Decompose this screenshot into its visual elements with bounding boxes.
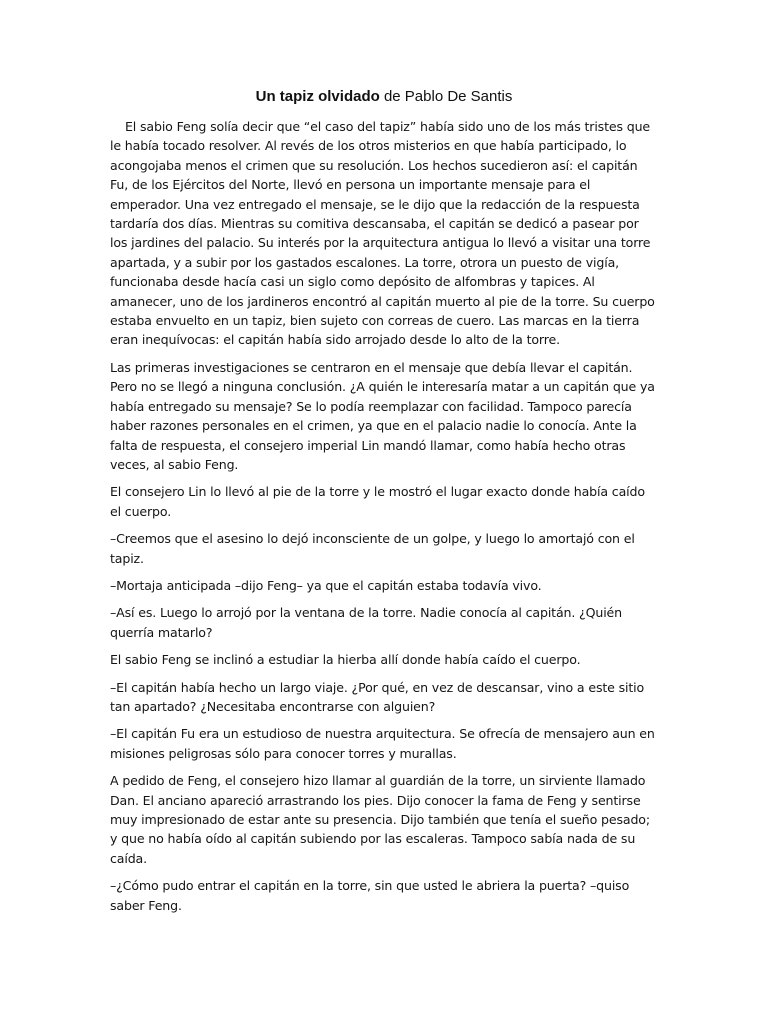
paragraph-6: –Así es. Luego lo arrojó por la ventana de la torre. Nadie conocía al capitán. ¿Quién querría matarlo? (110, 605, 622, 640)
paragraph-10: A pedido de Feng, el consejero hizo llamar al guardián de la torre, un sirviente llamado Dan. El anciano apareció arrastrando los pies. Dijo conocer la fama de Feng y sentirse muy impresionado de estar ante su presencia. Dijo también que tenía el sueño pesado; y que no había oído al capitán subiendo por las escaleras. Tampoco sabía nada de su caída. (110, 773, 650, 866)
document-body (110, 117, 658, 923)
paragraph-2: Las primeras investigaciones se centraron en el mensaje que debía llevar el capitán. Pero no se llegó a ninguna conclusión. ¿A quién le interesaría matar a un capitán que ya había entregado su mensaje? Se lo podía reemplazar con facilidad. Tampoco parecía haber razones personales en el crimen, ya que en el palacio nadie lo conocía. Ante la falta de respuesta, el consejero imperial Lin mandó llamar, como había hecho otras veces, al sabio Feng. (110, 359, 655, 472)
paragraph-4: –Creemos que el asesino lo dejó inconsciente de un golpe, y luego lo amortajó con el tapiz. (110, 531, 635, 566)
paragraph-7: El sabio Feng se inclinó a estudiar la hierba allí donde había caído el cuerpo. (110, 652, 581, 668)
title-author: de Pablo De Santis (379, 88, 513, 105)
paragraph-5: –Mortaja anticipada –dijo Feng– ya que el capitán estaba todavía vivo. (110, 577, 542, 593)
document-title (0, 86, 768, 108)
paragraph-11: –¿Cómo pudo entrar el capitán en la torre, sin que usted le abriera la puerta? –quiso saber Feng. (110, 878, 630, 913)
paragraph-3: El consejero Lin lo llevó al pie de la torre y le mostró el lugar exacto donde había caído el cuerpo. (110, 484, 645, 519)
title-bold: Un tapiz olvidado (255, 88, 380, 105)
paragraph-9: –El capitán Fu era un estudioso de nuestra arquitectura. Se ofrecía de mensajero aun en misiones peligrosas sólo para conocer torres y murallas. (110, 726, 655, 761)
paragraph-1: El sabio Feng solía decir que “el caso del tapiz” había sido uno de los más tristes que le había tocado resolver. Al revés de los otros misterios en que había participado, lo acongojaba menos el crimen que su resolución. Los hechos sucedieron así: el capitán Fu, de los Ejércitos del Norte, llevó en persona un importante mensaje para el emperador. Una vez entregado el mensaje, se le dijo que la redacción de la respuesta tardaría dos días. Mientras su comitiva descansaba, el capitán se dedicó a pasear por los jardines del palacio. Su interés por la arquitectura antigua lo llevó a visitar una torre apartada, y a subir por los gastados escalones. La torre, otrora un puesto de vigía, funcionaba desde hacía casi un siglo como depósito de alfombras y tapices. Al amanecer, uno de los jardineros encontró al capitán muerto al pie de la torre. Su cuerpo estaba envuelto en un tapiz, bien sujeto con correas de cuero. Las marcas en la tierra eran inequívocas: el capitán había sido arrojado desde lo alto de la torre. (110, 119, 655, 348)
paragraph-8: –El capitán había hecho un largo viaje. ¿Por qué, en vez de descansar, vino a este sitio tan apartado? ¿Necesitaba encontrarse con alguien? (110, 679, 645, 714)
